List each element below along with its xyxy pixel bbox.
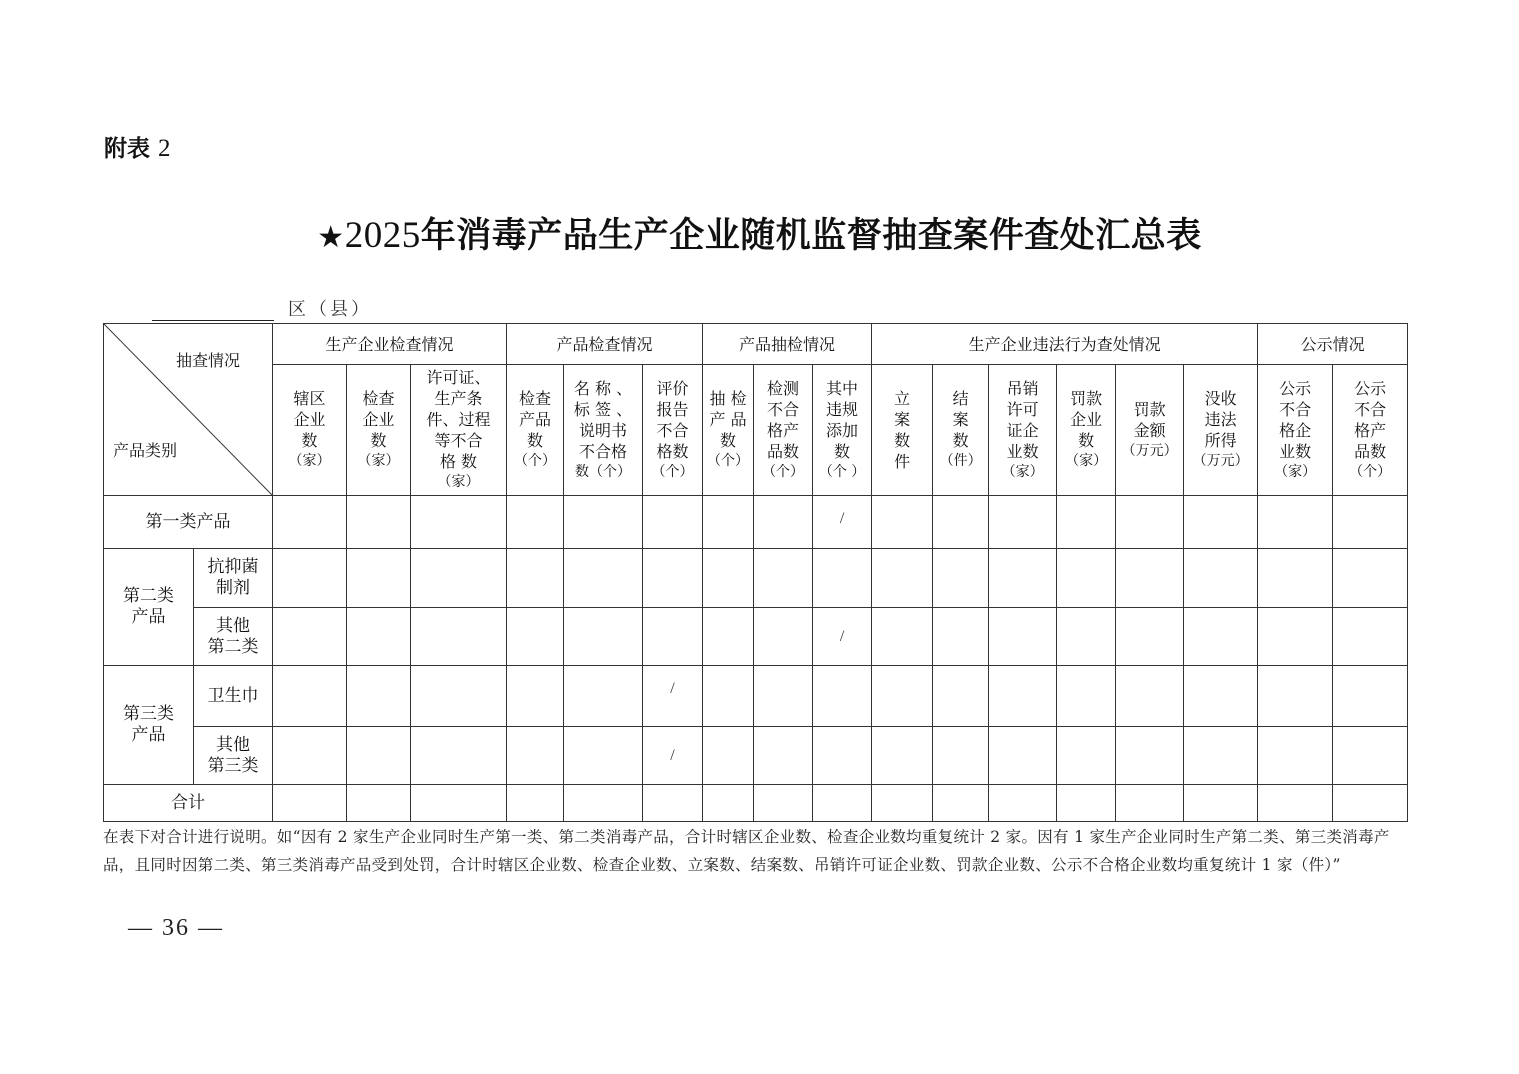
table-row — [104, 549, 1408, 608]
column-header-line: 品数 — [767, 441, 800, 461]
data-cell[interactable] — [813, 727, 872, 785]
table-row — [104, 785, 1408, 822]
column-header-line: 说明书 — [579, 420, 628, 440]
column-header-line: 数 — [720, 431, 737, 450]
data-cell[interactable] — [1184, 785, 1258, 822]
data-cell[interactable] — [1258, 496, 1333, 549]
data-cell[interactable] — [1258, 727, 1333, 785]
data-cell[interactable] — [564, 549, 643, 608]
data-cell[interactable] — [347, 785, 411, 822]
table-corner-cell — [104, 324, 273, 496]
row-sublabel-line: 抗抑菌 — [207, 557, 259, 577]
data-cell[interactable] — [1057, 727, 1116, 785]
star-icon: ★ — [317, 220, 345, 255]
data-cell[interactable] — [507, 666, 564, 727]
column-unit: （个） — [514, 453, 557, 469]
column-header-line: 金额 — [1133, 420, 1166, 440]
row-sublabel: 卫生巾 — [194, 666, 273, 727]
data-cell[interactable] — [1057, 785, 1116, 822]
data-cell[interactable] — [564, 666, 643, 727]
group-header: 产品检查情况 — [507, 324, 703, 365]
data-cell[interactable] — [989, 727, 1057, 785]
column-header — [1258, 365, 1333, 496]
data-cell[interactable] — [1184, 727, 1258, 785]
data-cell[interactable] — [1333, 666, 1408, 727]
data-cell[interactable] — [564, 785, 643, 822]
column-header-line: 不合 — [1354, 399, 1387, 419]
corner-top-label: 抽查情况 — [176, 351, 241, 370]
total-label: 合计 — [104, 785, 273, 822]
column-header — [1184, 365, 1258, 496]
column-header-line: 证企 — [1006, 420, 1039, 440]
data-cell[interactable] — [273, 496, 347, 549]
data-cell[interactable] — [813, 549, 872, 608]
data-cell[interactable] — [933, 785, 989, 822]
data-cell[interactable] — [1057, 666, 1116, 727]
data-cell[interactable] — [507, 549, 564, 608]
column-header — [643, 365, 703, 496]
data-cell[interactable] — [347, 549, 411, 608]
column-header — [507, 365, 564, 496]
data-cell[interactable] — [1116, 666, 1184, 727]
row-group-label-line: 第二类 — [123, 586, 174, 606]
row-sublabel-line: 第三类 — [207, 755, 259, 776]
table-row — [104, 727, 1408, 785]
column-header-line: 格数 — [656, 441, 689, 461]
table-row — [104, 608, 1408, 666]
na-cell: / — [643, 666, 703, 727]
column-header — [347, 365, 411, 496]
footnote: 在表下对合计进行说明。如“因有 2 家生产企业同时生产第一类、第二类消毒产品，合计时辖区企业数、检查企业数均重复统计 2 家。因有 1 家生产企业同时生产第二类、第三类消毒产品，且同时因第二类、第三类消毒产品受到处罚，合计时辖区企业数、检查企业数、立案数、结案数、吊销许可证企业数、罚款企业数、公示不合格企业数均重复统计 1 家（件）” — [103, 828, 1390, 874]
column-header-line: 数 — [952, 431, 969, 450]
column-header — [564, 365, 643, 496]
column-header-line: 数 — [834, 441, 851, 461]
data-cell[interactable] — [703, 608, 754, 666]
column-header — [989, 365, 1057, 496]
corner-bottom-label: 产品类别 — [113, 441, 178, 460]
column-header-line: 生产条 — [434, 389, 483, 408]
data-cell[interactable] — [1333, 785, 1408, 822]
column-header-line: 罚款 — [1070, 389, 1103, 408]
group-header: 产品抽检情况 — [703, 324, 872, 365]
column-unit: （万元） — [1192, 453, 1249, 469]
column-header-row — [104, 365, 1408, 496]
column-header-line: 罚款 — [1133, 399, 1166, 419]
data-cell[interactable] — [1258, 549, 1333, 608]
column-header-line: 没收 — [1204, 389, 1237, 408]
data-cell[interactable] — [273, 666, 347, 727]
data-cell[interactable] — [411, 666, 507, 727]
row-group-label-line: 第三类 — [123, 704, 174, 724]
district-suffix: 区（县） — [288, 299, 372, 320]
data-cell[interactable] — [564, 496, 643, 549]
column-header-line: 数 — [301, 431, 318, 450]
data-cell[interactable] — [1057, 608, 1116, 666]
data-cell[interactable] — [872, 785, 933, 822]
data-cell[interactable] — [703, 666, 754, 727]
data-cell[interactable] — [754, 785, 813, 822]
column-unit: （家） — [288, 453, 331, 469]
column-header-line: 产 品 — [709, 410, 747, 429]
district-blank[interactable] — [152, 298, 274, 321]
data-cell[interactable] — [989, 666, 1057, 727]
column-header-line: 企业 — [362, 410, 395, 429]
data-cell[interactable] — [1116, 549, 1184, 608]
data-cell[interactable] — [347, 666, 411, 727]
data-cell[interactable] — [754, 608, 813, 666]
data-cell[interactable] — [1184, 549, 1258, 608]
data-cell[interactable] — [1333, 549, 1408, 608]
column-unit: （家） — [1065, 453, 1108, 469]
data-cell[interactable] — [273, 727, 347, 785]
data-cell[interactable] — [564, 608, 643, 666]
column-header-line: 名 称 、 — [573, 378, 633, 398]
data-cell[interactable] — [703, 496, 754, 549]
data-cell[interactable] — [933, 608, 989, 666]
data-cell[interactable] — [411, 549, 507, 608]
column-header-line: 业数 — [1006, 441, 1039, 461]
column-unit: （件） — [939, 453, 982, 469]
data-cell[interactable] — [347, 608, 411, 666]
row-sublabel — [194, 727, 273, 785]
data-cell[interactable] — [703, 785, 754, 822]
column-header — [703, 365, 754, 496]
data-cell[interactable] — [989, 608, 1057, 666]
row-label: 第一类产品 — [104, 496, 273, 549]
data-cell[interactable] — [989, 549, 1057, 608]
column-header-line: 数 — [1078, 431, 1095, 450]
na-cell: / — [813, 608, 872, 666]
data-cell[interactable] — [872, 496, 933, 549]
column-unit: （家） — [357, 453, 400, 469]
column-header-line: 格企 — [1279, 420, 1312, 440]
data-cell[interactable] — [989, 785, 1057, 822]
data-cell[interactable] — [507, 727, 564, 785]
data-cell[interactable] — [754, 496, 813, 549]
column-unit: （个） — [651, 463, 694, 480]
group-header: 公示情况 — [1258, 324, 1408, 365]
column-header-line: 不合格 — [579, 441, 628, 461]
data-cell[interactable] — [1333, 496, 1408, 549]
column-header-line: 案 — [952, 410, 969, 429]
column-header — [1116, 365, 1184, 496]
column-header-line: 格产 — [767, 420, 800, 440]
column-header-line: 产品 — [519, 410, 552, 429]
column-header — [872, 365, 933, 496]
page-number: — 36 — — [128, 915, 224, 941]
column-header-line: 等不合 — [434, 431, 483, 450]
row-sublabel-line: 其他 — [216, 615, 250, 636]
data-cell[interactable] — [643, 496, 703, 549]
data-cell[interactable] — [1116, 727, 1184, 785]
column-header-line: 检测 — [767, 378, 800, 398]
data-cell[interactable] — [507, 608, 564, 666]
row-group-label-line: 产品 — [131, 725, 166, 745]
data-cell[interactable] — [1333, 727, 1408, 785]
data-cell[interactable] — [989, 496, 1057, 549]
column-header — [754, 365, 813, 496]
column-header-line: 许可 — [1006, 399, 1039, 419]
column-header-line: 数 — [370, 431, 387, 450]
table-row — [104, 496, 1408, 549]
column-header-line: 检查 — [519, 389, 552, 408]
data-cell[interactable] — [507, 785, 564, 822]
data-cell[interactable] — [564, 727, 643, 785]
column-header-line: 吊销 — [1006, 378, 1039, 398]
data-cell[interactable] — [643, 549, 703, 608]
column-header-line: 件 — [894, 452, 911, 471]
data-cell[interactable] — [273, 785, 347, 822]
column-header-line: 件、过程 — [426, 410, 491, 429]
column-header-line: 格产 — [1354, 420, 1387, 440]
row-sublabel — [194, 608, 273, 666]
table-row — [104, 666, 1408, 727]
data-cell[interactable] — [933, 727, 989, 785]
column-header-line: 添加 — [826, 420, 859, 440]
data-cell[interactable] — [1184, 608, 1258, 666]
column-unit: （家） — [1274, 463, 1317, 480]
data-cell[interactable] — [1184, 666, 1258, 727]
column-unit: （个） — [762, 463, 805, 480]
data-cell[interactable] — [933, 549, 989, 608]
column-header-line: 许可证、 — [426, 368, 491, 387]
column-header-line: 辖区 — [293, 389, 326, 408]
appendix-label-text: 附表 — [104, 136, 150, 162]
data-cell[interactable] — [813, 785, 872, 822]
data-cell[interactable] — [1116, 785, 1184, 822]
data-cell[interactable] — [933, 666, 989, 727]
row-sublabel-line: 第二类 — [207, 636, 259, 657]
column-unit: 数（个） — [575, 463, 632, 480]
data-cell[interactable] — [703, 549, 754, 608]
data-cell[interactable] — [1116, 608, 1184, 666]
data-cell[interactable] — [643, 785, 703, 822]
row-sublabel-line: 其他 — [216, 734, 250, 755]
column-header-line: 结 — [952, 389, 969, 408]
na-cell: / — [813, 496, 872, 549]
data-cell[interactable] — [754, 727, 813, 785]
column-header-line: 公示 — [1354, 378, 1387, 398]
data-cell[interactable] — [872, 549, 933, 608]
data-cell[interactable] — [411, 496, 507, 549]
na-cell: / — [643, 727, 703, 785]
column-header-line: 检查 — [362, 389, 395, 408]
data-cell[interactable] — [1258, 785, 1333, 822]
column-header-line: 报告 — [656, 399, 689, 419]
column-unit: （个 ） — [818, 463, 866, 480]
column-header-line: 违规 — [826, 399, 859, 419]
row-group-label — [104, 549, 194, 666]
column-header-line: 品数 — [1354, 441, 1387, 461]
column-unit: （万元） — [1121, 442, 1178, 459]
data-cell[interactable] — [411, 727, 507, 785]
column-header-line: 企业 — [293, 410, 326, 429]
title-text: 年消毒产品生产企业随机监督抽查案件查处汇总表 — [420, 216, 1202, 256]
data-cell[interactable] — [1057, 496, 1116, 549]
column-header-line: 不合 — [656, 420, 689, 440]
column-header-line: 标 签 、 — [573, 399, 633, 419]
page-title — [0, 208, 1519, 258]
column-header-line: 所得 — [1204, 431, 1237, 450]
data-cell[interactable] — [872, 727, 933, 785]
column-unit: （家） — [1001, 463, 1044, 480]
data-cell[interactable] — [643, 608, 703, 666]
column-header-line: 案 — [894, 410, 911, 429]
column-header — [933, 365, 989, 496]
column-header-line: 评价 — [656, 378, 689, 398]
data-cell[interactable] — [703, 727, 754, 785]
data-cell[interactable] — [273, 549, 347, 608]
column-unit: （个） — [1349, 463, 1392, 480]
column-header-line: 数 — [894, 431, 911, 450]
data-cell[interactable] — [1333, 608, 1408, 666]
data-cell[interactable] — [933, 496, 989, 549]
data-cell[interactable] — [1184, 496, 1258, 549]
column-header-line: 其中 — [826, 378, 859, 398]
data-cell[interactable] — [411, 608, 507, 666]
column-header-line: 不合 — [1279, 399, 1312, 419]
column-header — [411, 365, 507, 496]
data-cell[interactable] — [1057, 549, 1116, 608]
column-header-line: 不合 — [767, 399, 800, 419]
data-cell[interactable] — [872, 666, 933, 727]
column-header — [1057, 365, 1116, 496]
column-header-line: 格 数 — [439, 452, 478, 471]
row-group-label-line: 产品 — [131, 607, 166, 627]
column-header-line: 企业 — [1070, 410, 1103, 429]
column-header — [1333, 365, 1408, 496]
data-cell[interactable] — [273, 608, 347, 666]
data-cell[interactable] — [872, 608, 933, 666]
column-header — [813, 365, 872, 496]
appendix-label — [104, 130, 171, 163]
data-cell[interactable] — [754, 549, 813, 608]
data-cell[interactable] — [754, 666, 813, 727]
column-header — [273, 365, 347, 496]
group-header: 生产企业检查情况 — [273, 324, 507, 365]
appendix-number: 2 — [158, 135, 171, 162]
data-cell[interactable] — [1116, 496, 1184, 549]
column-unit: （家） — [437, 474, 480, 490]
row-sublabel-line: 制剂 — [216, 578, 250, 598]
column-header-line: 抽 检 — [709, 389, 747, 408]
group-header: 生产企业违法行为查处情况 — [872, 324, 1258, 365]
row-group-label — [104, 666, 194, 785]
row-sublabel — [194, 549, 273, 608]
data-cell[interactable] — [411, 785, 507, 822]
column-header-line: 数 — [527, 431, 544, 450]
title-year: 2025 — [344, 215, 421, 256]
data-cell[interactable] — [813, 666, 872, 727]
district-line — [152, 295, 372, 321]
column-unit: （个） — [707, 453, 750, 469]
column-header-line: 立 — [894, 389, 911, 408]
data-cell[interactable] — [1258, 608, 1333, 666]
column-header-line: 业数 — [1279, 441, 1312, 461]
data-cell[interactable] — [347, 727, 411, 785]
column-header-line: 公示 — [1279, 378, 1312, 398]
summary-table — [103, 323, 1408, 822]
data-cell[interactable] — [1258, 666, 1333, 727]
data-cell[interactable] — [347, 496, 411, 549]
column-header-line: 违法 — [1204, 410, 1237, 429]
data-cell[interactable] — [507, 496, 564, 549]
